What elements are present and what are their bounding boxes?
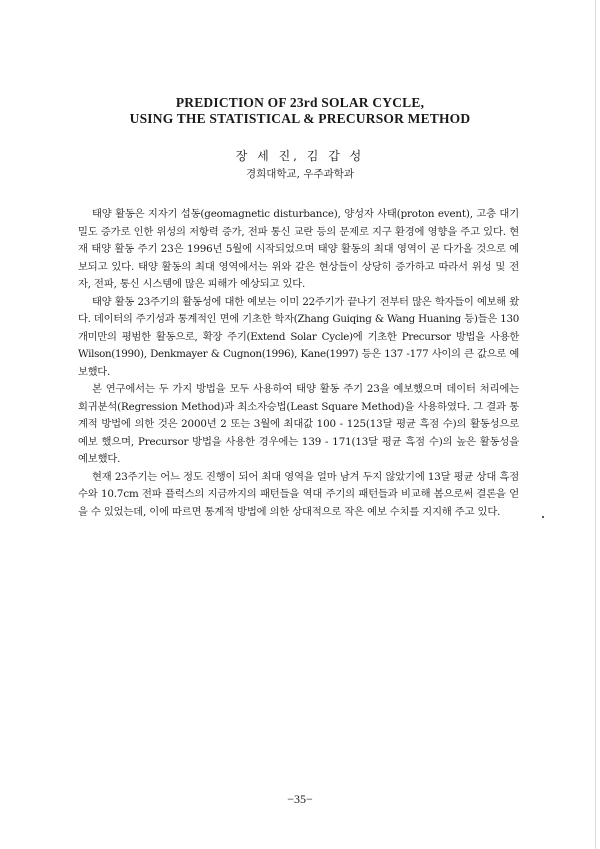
paragraph-3: 본 연구에서는 두 가지 방법을 모두 사용하여 태양 활동 주기 23을 예보했으며 데이터 처리에는 회귀분석(Regression Method)과 최소자승법(Least Square Method)을 사용하였다. 그 결과 통계적 방법에 의한 것은 2000년 2 또는 3월에 최대값 100 - 125(13달 평균 흑점 수)의 활동성으로 예보 했으며, Precursor 방법을 사용한 경우에는 139 - 171(13달 평균 흑점 수)의 높은 활동성을 예보했다. xyxy=(78,383,519,465)
paragraph-1: 태양 활동은 지자기 섭동(geomagnetic disturbance), 양성자 사태(proton event), 고층 대기 밀도 증가로 인한 위성의 저항력 증가, 전파 통신 교란 등의 문제로 지구 환경에 영향을 주고 있다. 현재 태양 활동 주기 23은 1996년 5월에 시작되었으며 태양 활동의 최대 영역이 곧 다가올 것으로 예보되고 있다. 태양 활동의 최대 영역에서는 위와 같은 현상들이 상당히 증가하고 따라서 위성 및 전자, 전파, 통신 시스템에 많은 피해가 예상되고 있다. xyxy=(78,208,519,290)
scan-mark xyxy=(542,516,544,518)
paper-title-line-2: USING THE STATISTICAL & PRECURSOR METHOD xyxy=(129,111,471,126)
paper-title-line-1: PREDICTION OF 23rd SOLAR CYCLE, xyxy=(175,95,425,110)
paragraph-4: 현재 23주기는 어느 정도 진행이 되어 최대 영역을 얼마 남겨 두지 않았기에 13달 평균 상대 흑점 수와 10.7cm 전파 플럭스의 지금까지의 패턴들을 역대 주기의 패턴들과 비교해 봄으로써 결론을 얻을 수 있었는데, 이에 따르면 통계적 방법에 의한 상대적으로 작은 예보 수치를 지지해 주고 있다. xyxy=(78,470,519,518)
affiliation: 경희대학교, 우주과학과 xyxy=(245,168,355,180)
page-number: −35− xyxy=(287,792,313,806)
paragraph-2: 태양 활동 23주기의 활동성에 대한 예보는 이미 22주기가 끝나기 전부터 많은 학자들이 예보해 왔다. 데이터의 주기성과 통계적인 면에 기초한 학자(Zhang Guiqing & Wang Huaning 등)들은 130개미만의 평범한 활동으로, 확장 주기(Extend Solar Cycle)에 기초한 Precursor 방법을 사용한 Wilson(1990), Denkmayer & Cugnon(1996), Kane(1997) 등은 137 -177 사이의 큰 값으로 예보했다. xyxy=(78,295,519,378)
abstract-body xyxy=(78,206,519,521)
authors: 장 세 진, 김 갑 성 xyxy=(235,149,365,163)
page-edge xyxy=(595,0,596,849)
